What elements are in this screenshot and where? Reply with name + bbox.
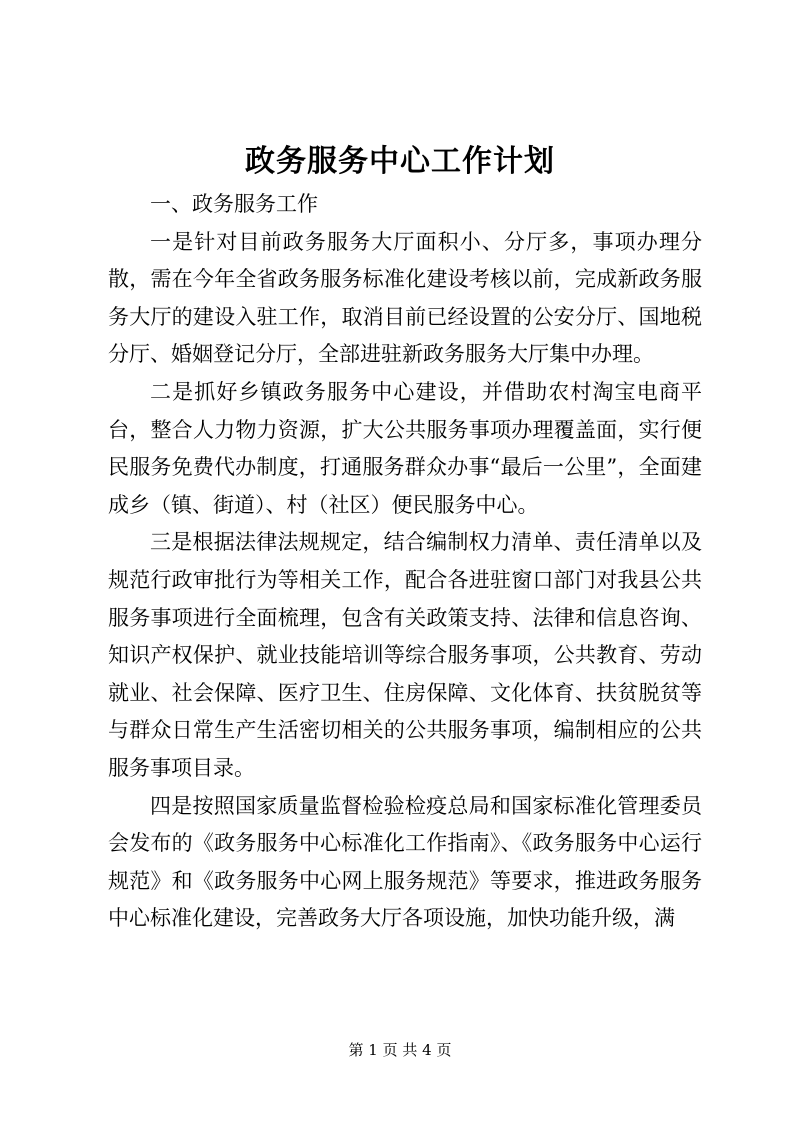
- document-body: [108, 186, 702, 938]
- section-heading: 一、政务服务工作: [150, 192, 318, 216]
- paragraph-4: 四是按照国家质量监督检验检疫总局和国家标准化管理委员会发布的《政务服务中心标准化工作指南》、《政务服务中心运行规范》和《政务服务中心网上服务规范》等要求，推进政务服务中心标准化建设，完善政务大厅各项设施，加快功能升级，满: [108, 793, 702, 931]
- document-title: 政务服务中心工作计划: [245, 144, 555, 179]
- paragraph-3: 三是根据法律法规规定，结合编制权力清单、责任清单以及规范行政审批行为等相关工作，配合各进驻窗口部门对我县公共服务事项进行全面梳理，包含有关政策支持、法律和信息咨询、知识产权保护、就业技能培训等综合服务事项，公共教育、劳动就业、社会保障、医疗卫生、住房保障、文化体育、扶贫脱贫等与群众日常生产生活密切相关的公共服务事项，编制相应的公共服务事项目录。: [108, 530, 702, 780]
- paragraph-2: 二是抓好乡镇政务服务中心建设，并借助农村淘宝电商平台，整合人力物力资源，扩大公共服务事项办理覆盖面，实行便民服务免费代办制度，打通服务群众办事“最后一公里”，全面建成乡（镇、街道）、村（社区）便民服务中心。: [108, 379, 702, 517]
- page-number-footer: 第 1 页 共 4 页: [348, 1041, 452, 1059]
- paragraph-1: 一是针对目前政务服务大厅面积小、分厅多，事项办理分散，需在今年全省政务服务标准化建设考核以前，完成新政务服务大厅的建设入驻工作，取消目前已经设置的公安分厅、国地税分厅、婚姻登记分厅，全部进驻新政务服务大厅集中办理。: [108, 229, 702, 367]
